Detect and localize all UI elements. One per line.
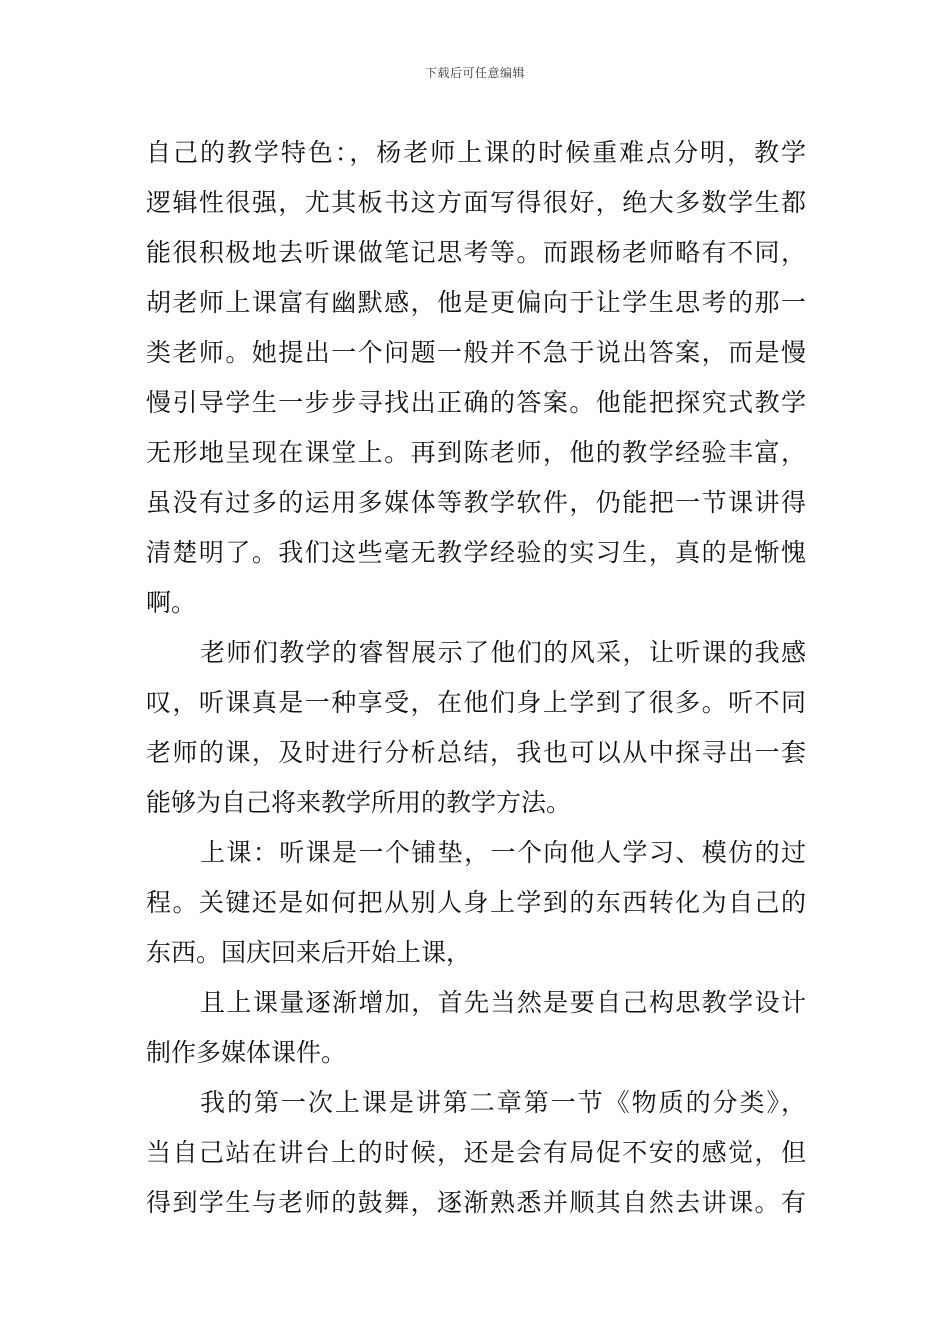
text-line: 老师们教学的睿智展示了他们的风采，让听课的我感 (200, 638, 806, 667)
text-line: 程。关键还是如何把从别人身上学到的东西转化为自己的 (146, 888, 806, 917)
text-line: 无形地呈现在课堂上。再到陈老师，他的教学经验丰富， (146, 438, 806, 467)
text-line: 啊。 (146, 588, 197, 617)
text-line: 逻辑性很强，尤其板书这方面写得很好，绝大多数学生都 (146, 188, 806, 217)
text-line: 得到学生与老师的鼓舞，逐渐熟悉并顺其自然去讲课。有 (146, 1188, 806, 1217)
page-header-note: 下载后可任意编辑 (424, 66, 525, 80)
text-line: 虽没有过多的运用多媒体等教学软件，仍能把一节课讲得 (146, 488, 806, 517)
text-line: 且上课量逐渐增加，首先当然是要自己构思教学设计 (200, 988, 806, 1017)
text-line: 我的第一次上课是讲第二章第一节《物质的分类》， (200, 1088, 806, 1117)
document-body (146, 128, 806, 1228)
text-line: 老师的课，及时进行分析总结，我也可以从中探寻出一套 (146, 738, 806, 767)
text-line: 叹，听课真是一种享受，在他们身上学到了很多。听不同 (146, 688, 806, 717)
text-line: 自己的教学特色：，杨老师上课的时候重难点分明，教学 (146, 138, 806, 167)
text-line: 能很积极地去听课做笔记思考等。而跟杨老师略有不同， (146, 238, 806, 267)
text-line: 类老师。她提出一个问题一般并不急于说出答案，而是慢 (146, 338, 806, 367)
text-line: 当自己站在讲台上的时候，还是会有局促不安的感觉，但 (146, 1138, 806, 1167)
text-line: 能够为自己将来教学所用的教学方法。 (146, 788, 572, 817)
text-line: 胡老师上课富有幽默感，他是更偏向于让学生思考的那一 (146, 288, 806, 317)
text-line: 清楚明了。我们这些毫无教学经验的实习生，真的是惭愧 (146, 538, 806, 567)
text-line: 东西。国庆回来后开始上课， (146, 938, 472, 967)
text-line: 慢引导学生一步步寻找出正确的答案。他能把探究式教学 (146, 388, 806, 417)
text-line: 上课：听课是一个铺垫，一个向他人学习、模仿的过 (200, 838, 806, 867)
text-line: 制作多媒体课件。 (146, 1038, 347, 1067)
